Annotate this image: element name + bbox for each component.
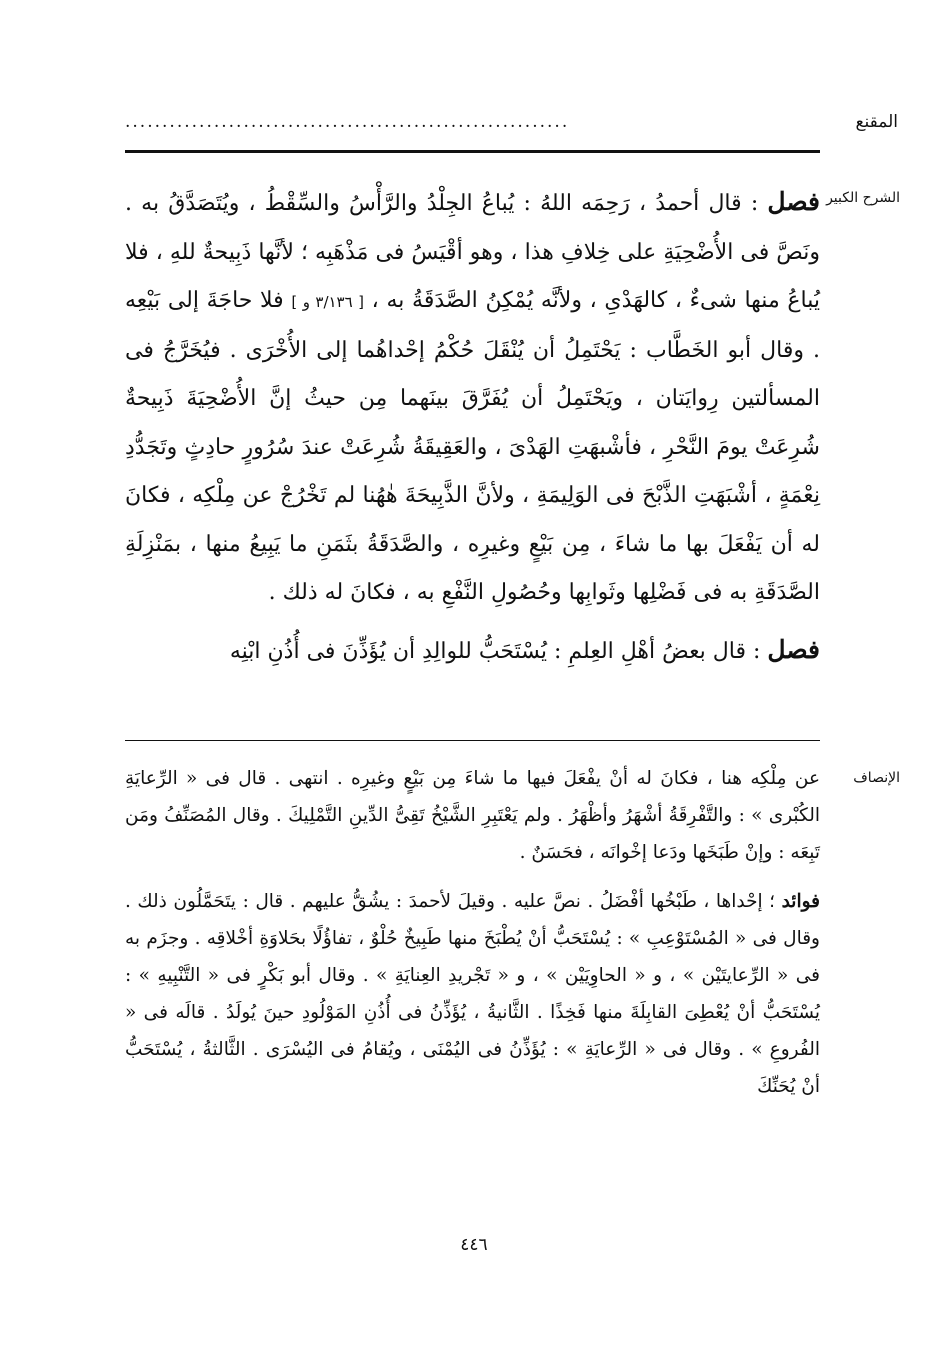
insaf-paragraph-1: عن مِلْكِه هنا ، فكانَ له أنْ يفْعَلَ فيها ما شاءَ مِن بَيْعٍ وغيرِه . انتهى . قال فى « الرِّعايَةِ الكُبْرى » : والتَّفْرِقَةُ أشْهَرُ وأظْهَرُ . ولم يَعْتَبِرِ الشَّيْخُ تَقِىُّ الدِّينِ التَّمْلِيكَ . وقال المُصَنِّفُ ومَن تَبِعَه : وإنْ طَبَخَها ودَعا إخْوانَه ، فحَسَنٌ . xyxy=(125,768,820,863)
sharh-paragraph-1 xyxy=(125,178,820,618)
insaf-fawaid-lead: فوائد xyxy=(781,891,820,912)
running-header xyxy=(125,112,898,142)
sharh-p1-text-b: فلا حاجَةَ إلى بَيْعِه . وقال أبو الخَطَّاب : يَحْتَمِلُ أن يُنْقَلَ حُكْمُ إحْداهُما إلى الأُخْرَى . فيُخَرَّجُ فى المسألتين رِوايَتان ، ويَحْتَمِلُ أن يُفَرَّقَ بينَهما مِن حيثُ إنَّ الأُضْحِيَةَ ذَبِيحةٌ شُرِعَتْ يومَ النَّحْرِ ، فأشْبهَتِ الهَدْىَ ، والعَقِيقَةُ شُرِعَتْ عندَ سُرُورٍ حادِثٍ وتَجَدُّدِ نِعْمَةٍ ، أشْبَهَتِ الذَّبْحَ فى الوَلِيمَةِ ، ولأنَّ الذَّبِيحَةَ هٰهُنا لم تَخْرُجْ عن مِلْكِه ، فكانَ له أن يَفْعَلَ بها ما شاءَ ، مِن بَيْعٍ وغيرِه ، والصَّدَقَةُ بثَمَنِ ما يَبِيعُ منها ، بمَنْزِلَةِ الصَّدَقَةِ به فى فَضْلِها وثَوابِها وحُصُولِ النَّفْعِ به ، فكانَ له ذلك . xyxy=(125,288,821,605)
sharh-commentary xyxy=(125,178,820,676)
sharh-p2-lead: فصل xyxy=(767,634,820,664)
running-title: المقنع xyxy=(855,112,898,132)
insaf-p2-text: ؛ إحْداها ، طَبْخُها أفْضَلُ . نصَّ عليه . وقيلَ لأحمدَ : يشُقُّ عليهم . قال : يتَحَمَّلُون ذلك . وقال فى « المُسْتَوْعِبِ » : يُسْتَحَبُّ أنْ يُطْبَخَ منها طَبِيخٌ حُلْوٌ ، تفاؤُلًا بحَلاوَةِ أخْلاقِه . وجزَم به فى « الرِّعايتَيْن » ، و « الحاوِيَيْن » ، و « تَجْريدِ العِنايَةِ » . وقال أبو بَكْرٍ فى « التَّنْبِيهِ » : يُسْتَحَبُّ أنْ يُعْطِىَ القابِلَةَ منها فَخِذًا . الثَّانيةُ ، يُؤَذِّنُ فى أُذُنِ المَوْلُودِ حينَ يُولَدُ . قالَه فى « الفُروعِ » . وقال فى « الرِّعايَةِ » : يُؤَذِّنُ فى اليُمْنَى ، ويُقامُ فى اليُسْرَى . الثَّالثةُ ، يُسْتَحَبُّ أنْ يُحَنِّكَ xyxy=(125,891,820,1097)
sharh-p2-text: : قال بعضُ أهْلِ العِلمِ : يُسْتَحَبُّ للوالِدِ أن يُؤَذِّنَ فى أُذُنِ ابْنِه xyxy=(229,638,761,664)
insaf-commentary xyxy=(125,760,820,1105)
insaf-paragraph-2 xyxy=(125,883,820,1105)
section-divider xyxy=(125,740,820,741)
header-rule xyxy=(125,150,820,153)
volume-page-reference: [ ٣/١٣٦ و ] xyxy=(291,293,364,311)
sharh-side-label: الشرح الكبير xyxy=(826,190,900,206)
insaf-side-label: الإنصاف xyxy=(853,770,900,786)
sharh-p1-lead: فصل xyxy=(767,187,820,216)
page-number: ٤٤٦ xyxy=(460,1235,488,1255)
sharh-p1-text-a: : قال أحمدُ ، رَحِمَه اللهُ : يُباعُ الجِلْدُ والرَّأْسُ والسِّقْطُ ، ويُتَصَدَّقُ به . ونَصَّ فى الأُضْحِيَةِ على خِلافِ هذا ، وهو أقْيَسُ فى مَذْهَبِه ؛ لأنَّها ذَبِيحةٌ للهِ ، فلا يُباعُ منها شىءٌ ، كالهَدْىِ ، ولأنَّه يُمْكِنُ الصَّدَقَةُ به ، xyxy=(125,191,820,313)
header-dots-leader: ............................................................ xyxy=(125,112,570,132)
sharh-paragraph-2 xyxy=(125,626,820,677)
